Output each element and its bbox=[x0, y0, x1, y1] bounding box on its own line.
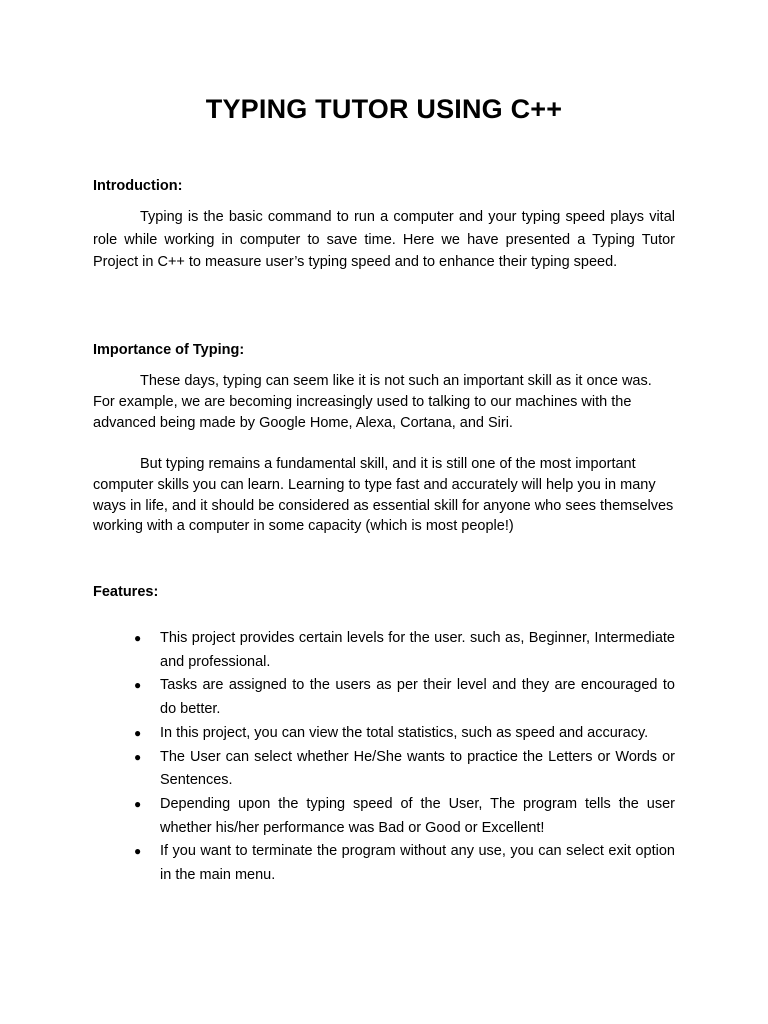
feature-text: Depending upon the typing speed of the User, The program tells the user whether his/her performance was Bad or Good or Excellent! bbox=[160, 795, 675, 836]
feature-item bbox=[93, 746, 675, 793]
bullet-icon: ● bbox=[134, 844, 142, 859]
document-title: TYPING TUTOR USING C++ bbox=[205, 94, 563, 124]
bullet-icon: ● bbox=[134, 725, 142, 740]
feature-text: In this project, you can view the total statistics, such as speed and accuracy. bbox=[160, 724, 649, 741]
feature-text: The User can select whether He/She wants to practice the Letters or Words or Sentences. bbox=[160, 748, 675, 789]
importance-paragraph-2: But typing remains a fundamental skill, and it is still one of the most important computer skills you can learn. Learning to type fast and accurately will help you in many ways in life, and it should be considered as essential skill for anyone who sees themselves working with a computer in some capacity (which is most people!) bbox=[93, 456, 674, 535]
introduction-paragraph: Typing is the basic command to run a computer and your typing speed plays vital role while working in computer to save time. Here we have presented a Typing Tutor Project in C++ to measure user’s typing speed and to enhance their typing speed. bbox=[93, 209, 675, 270]
features-heading: Features: bbox=[93, 584, 159, 600]
features-list bbox=[93, 627, 675, 888]
importance-paragraph-1: These days, typing can seem like it is not such an important skill as it once was. For example, we are becoming increasingly used to talking to our machines with the advanced being made by Google Home, Alexa, Cortana, and Siri. bbox=[93, 373, 652, 431]
feature-item bbox=[93, 722, 675, 746]
bullet-icon: ● bbox=[134, 631, 142, 645]
feature-item bbox=[93, 840, 675, 887]
bullet-icon: ● bbox=[134, 678, 142, 693]
importance-heading: Importance of Typing: bbox=[93, 342, 245, 358]
feature-text: This project provides certain levels for the user. such as, Beginner, Intermediate and professional. bbox=[160, 630, 675, 670]
feature-text: If you want to terminate the program without any use, you can select exit option in the main menu. bbox=[160, 843, 675, 884]
feature-item bbox=[93, 674, 675, 721]
bullet-icon: ● bbox=[134, 749, 142, 764]
feature-item bbox=[93, 627, 675, 674]
feature-text: Tasks are assigned to the users as per their level and they are encouraged to do better. bbox=[160, 677, 675, 718]
feature-item bbox=[93, 793, 675, 840]
introduction-heading: Introduction: bbox=[93, 178, 183, 194]
bullet-icon: ● bbox=[134, 796, 142, 811]
